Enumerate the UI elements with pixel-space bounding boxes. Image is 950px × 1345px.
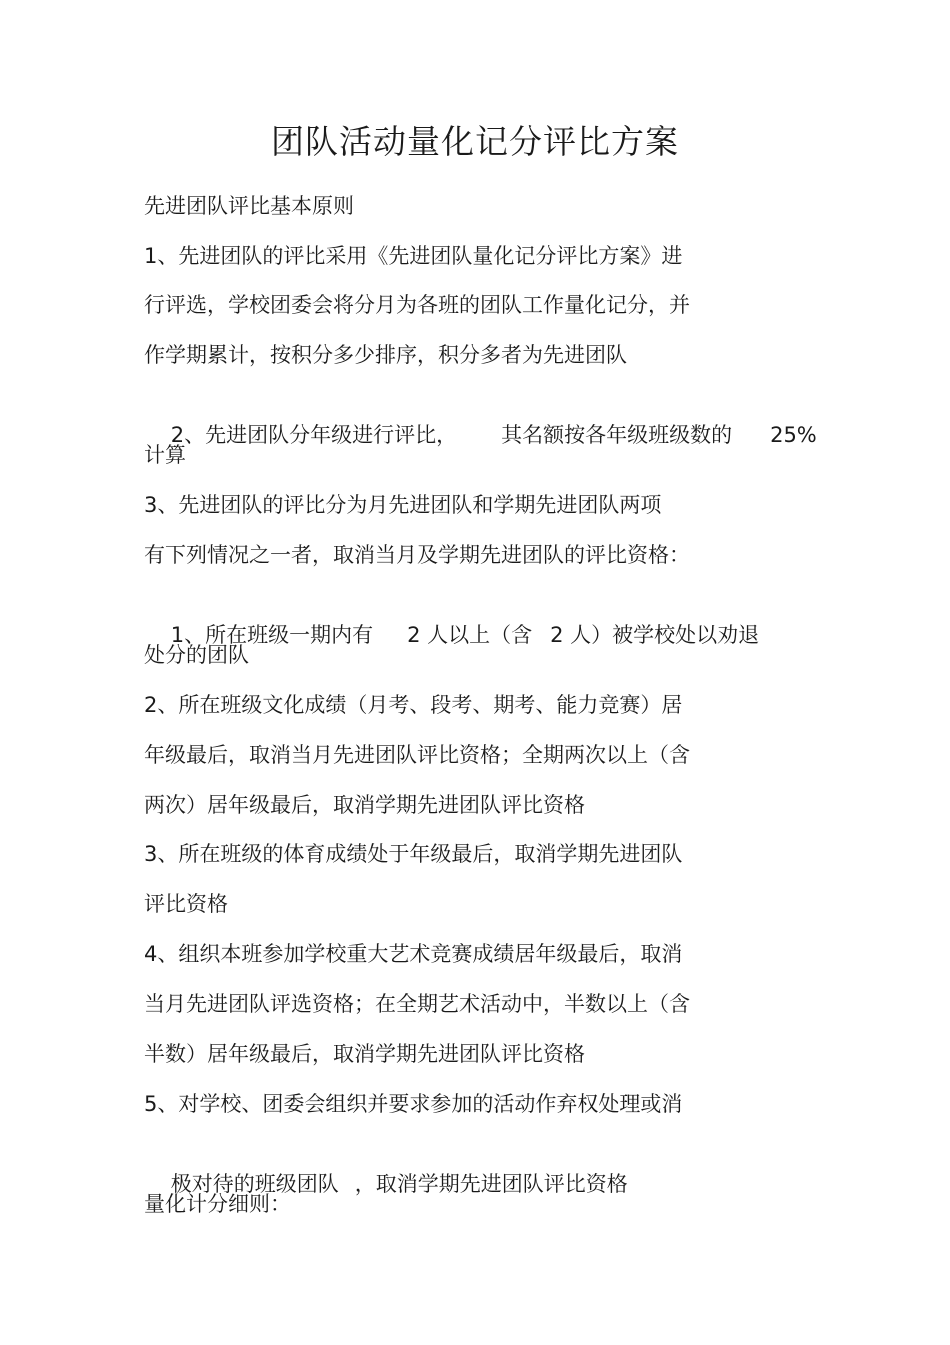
paragraph-line: 3、先进团队的评比分为月先进团队和学期先进团队两项 (144, 493, 662, 517)
text-segment: 极对待的班级团队 (170, 1172, 339, 1196)
paragraph-line: 4、组织本班参加学校重大艺术竞赛成绩居年级最后，取消 (144, 942, 683, 966)
section-heading-principles: 先进团队评比基本原则 (144, 194, 354, 218)
paragraph-line: 当月先进团队评选资格；在全期艺术活动中，半数以上（含 (144, 992, 690, 1016)
paragraph-line: 作学期累计，按积分多少排序，积分多者为先进团队 (144, 343, 627, 367)
paragraph-line: 行评选，学校团委会将分月为各班的团队工作量化记分，并 (144, 293, 690, 317)
text-segment: 25% (770, 423, 817, 447)
text-segment: 其名额按各年级班级数的 (501, 423, 733, 447)
text-segment: 2 人）被学校处以劝退 (550, 623, 760, 647)
paragraph-line: 3、所在班级的体育成绩处于年级最后，取消学期先进团队 (144, 842, 683, 866)
paragraph-line: 1、先进团队的评比采用《先进团队量化记分评比方案》进 (144, 244, 683, 268)
paragraph-line: 两次）居年级最后，取消学期先进团队评比资格 (144, 793, 585, 817)
text-segment: 1、所在班级一期内有 (170, 623, 374, 647)
paragraph-line: 有下列情况之一者，取消当月及学期先进团队的评比资格： (144, 543, 690, 567)
paragraph-line: 2、所在班级文化成绩（月考、段考、期考、能力竞赛）居 (144, 693, 683, 717)
text-segment: 2、先进团队分年级进行评比， (170, 423, 458, 447)
paragraph-line: 计算 (144, 443, 186, 467)
paragraph-line: 年级最后，取消当月先进团队评比资格；全期两次以上（含 (144, 743, 690, 767)
paragraph-line (144, 390, 817, 480)
paragraph-line: 处分的团队 (144, 643, 249, 667)
section-heading-details: 量化计分细则： (144, 1192, 291, 1216)
document-title: 团队活动量化记分评比方案 (271, 122, 679, 161)
paragraph-line: 半数）居年级最后，取消学期先进团队评比资格 (144, 1042, 585, 1066)
text-segment: 2 人以上（含 (407, 623, 533, 647)
paragraph-line: 评比资格 (144, 892, 228, 916)
text-segment: ，取消学期先进团队评比资格 (354, 1172, 628, 1196)
paragraph-line: 5、对学校、团委会组织并要求参加的活动作弃权处理或消 (144, 1092, 683, 1116)
